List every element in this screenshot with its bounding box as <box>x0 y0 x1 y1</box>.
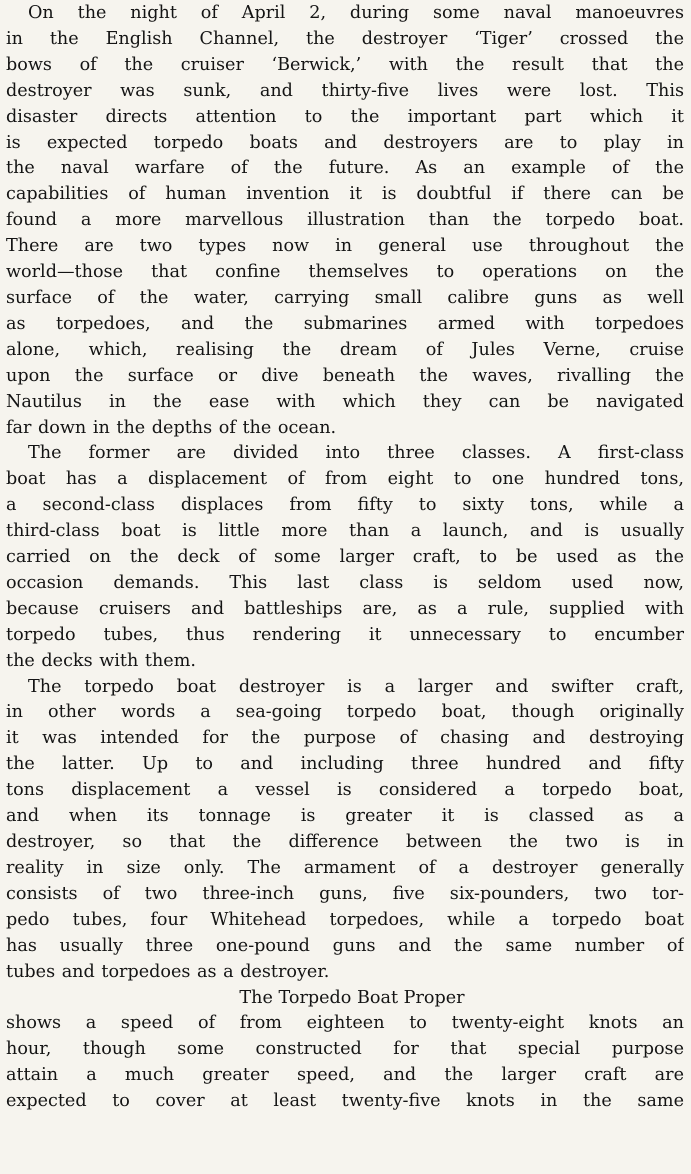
text-line: third-class boat is little more than a launch, and is usually <box>6 521 684 542</box>
text-line: it was intended for the purpose of chasing and destroying <box>6 728 684 749</box>
text-line: pedo tubes, four Whitehead torpedoes, while a torpedo boat <box>6 909 684 930</box>
text-line: world—those that confine themselves to operations on the <box>6 262 684 283</box>
text-line: in other words a sea-going torpedo boat, though originally <box>6 702 684 723</box>
text-line: surface of the water, carrying small calibre guns as well <box>6 287 684 308</box>
text-line: and when its tonnage is greater it is classed as a <box>6 806 684 827</box>
text-line: There are two types now in general use throughout the <box>6 236 684 257</box>
text-line: tons displacement a vessel is considered a torpedo boat, <box>6 780 684 801</box>
text-line: boat has a displacement of from eight to one hundred tons, <box>6 469 684 490</box>
text-line: bows of the cruiser ‘Berwick,’ with the result that the <box>6 54 684 75</box>
text-line: upon the surface or dive beneath the waves, rivalling the <box>6 365 684 386</box>
text-line: hour, though some constructed for that special purpose <box>6 1039 684 1060</box>
text-line: disaster directs attention to the important part which it <box>6 106 684 127</box>
text-line: is expected torpedo boats and destroyers are to play in <box>6 132 684 153</box>
text-line: the naval warfare of the future. As an example of the <box>6 158 684 179</box>
text-line: destroyer, so that the difference between the two is in <box>6 832 684 852</box>
text-line: occasion demands. This last class is seldom used now, <box>6 572 684 593</box>
text-line: as torpedoes, and the submarines armed with torpedoes <box>6 313 684 334</box>
paragraph-torpedo-classes <box>6 441 684 674</box>
text-line: has usually three one-pound guns and the same number of <box>6 935 684 956</box>
paragraph-tiger-disaster <box>6 0 684 441</box>
text-line: On the night of April 2, during some naval manoeuvres <box>28 3 684 23</box>
text-line: shows a speed of from eighteen to twenty-eight knots an <box>6 1013 684 1034</box>
text-line: found a more marvellous illustration than the torpedo boat. <box>6 210 684 231</box>
text-line: carried on the deck of some larger craft, to be used as the <box>6 547 684 568</box>
text-line: tubes and torpedoes as a destroyer. <box>6 961 330 982</box>
text-line: attain a much greater speed, and the larger craft are <box>6 1065 684 1086</box>
text-line: alone, which, realising the dream of Jules Verne, cruise <box>6 339 684 360</box>
text-line: a second-class displaces from fifty to sixty tons, while a <box>6 495 684 516</box>
paragraph-destroyer <box>6 675 684 986</box>
text-line: reality in size only. The armament of a destroyer generally <box>6 857 684 878</box>
text-line: the decks with them. <box>6 650 196 671</box>
text-line: consists of two three-inch guns, five six-pounders, two tor- <box>6 883 684 904</box>
text-line: expected to cover at least twenty-five knots in the same <box>6 1091 684 1112</box>
text-line: the latter. Up to and including three hundred and fifty <box>6 754 684 775</box>
text-line: destroyer was sunk, and thirty-five lives were lost. This <box>6 80 684 101</box>
text-line: capabilities of human invention it is doubtful if there can be <box>6 184 684 205</box>
text-line: torpedo tubes, thus rendering it unnecessary to encumber <box>6 624 684 645</box>
paragraph-speed <box>6 1011 684 1115</box>
text-line: far down in the depths of the ocean. <box>6 417 337 438</box>
section-subheading: The Torpedo Boat Proper <box>239 988 465 1009</box>
text-line: The torpedo boat destroyer is a larger and swifter craft, <box>28 676 684 697</box>
text-line: in the English Channel, the destroyer ‘Tiger’ crossed the <box>6 28 684 49</box>
text-line: because cruisers and battleships are, as a rule, supplied with <box>6 598 684 619</box>
text-line: The former are divided into three classes. A first-class <box>28 443 684 464</box>
text-line: Nautilus in the ease with which they can be navigated <box>6 391 684 412</box>
